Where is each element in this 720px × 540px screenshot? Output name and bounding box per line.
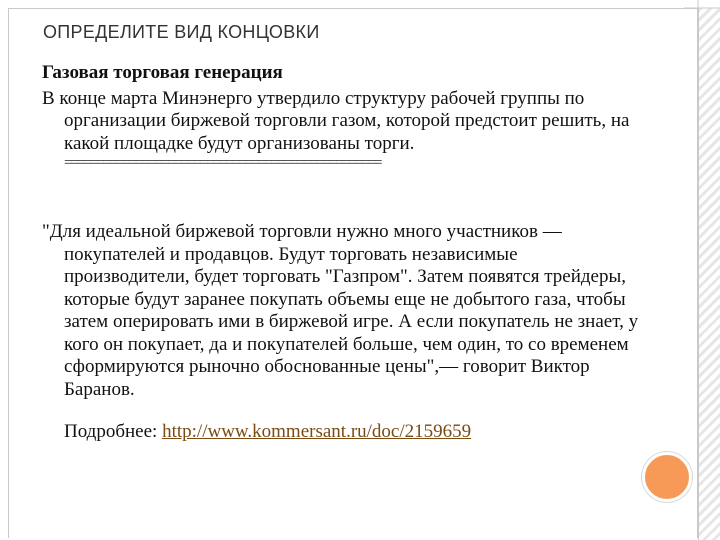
accent-circle (642, 452, 692, 502)
source-link[interactable]: http://www.kommersant.ru/doc/2159659 (162, 421, 472, 442)
article-paragraph: В конце марта Минэнерго утвердило структуру рабочей группы по организации биржевой торговли газом, которой предстоит решить, на какой площадке будут организованы торги. (42, 87, 630, 154)
slide-title: ОПРЕДЕЛИТЕ ВИД КОНЦОВКИ (43, 22, 320, 42)
quote-paragraph: "Для идеальной биржевой торговли нужно много участников — покупателей и продавцов. Будут торговать независимые производители, будет торговать "Газпром". Затем появятся трейдеры, которые будут заранее покупать объемы еще не добытого газа, чтобы затем оперировать ими в биржевой игре. А если покупатель не знает, у кого он покупает, да и покупателей больше, чем один, то со временем сформируются рыночно обоснованные цены",— говорит Виктор Баранов. (42, 221, 639, 400)
slide-content (42, 62, 642, 444)
corner-decoration (684, 0, 720, 40)
decorative-side-strip (698, 8, 720, 540)
article-heading: Газовая торговая генерация (42, 62, 283, 83)
more-info (42, 421, 642, 444)
separator-line: ================================================= (64, 155, 381, 171)
spacer (42, 171, 642, 221)
more-label: Подробнее: (64, 421, 163, 442)
